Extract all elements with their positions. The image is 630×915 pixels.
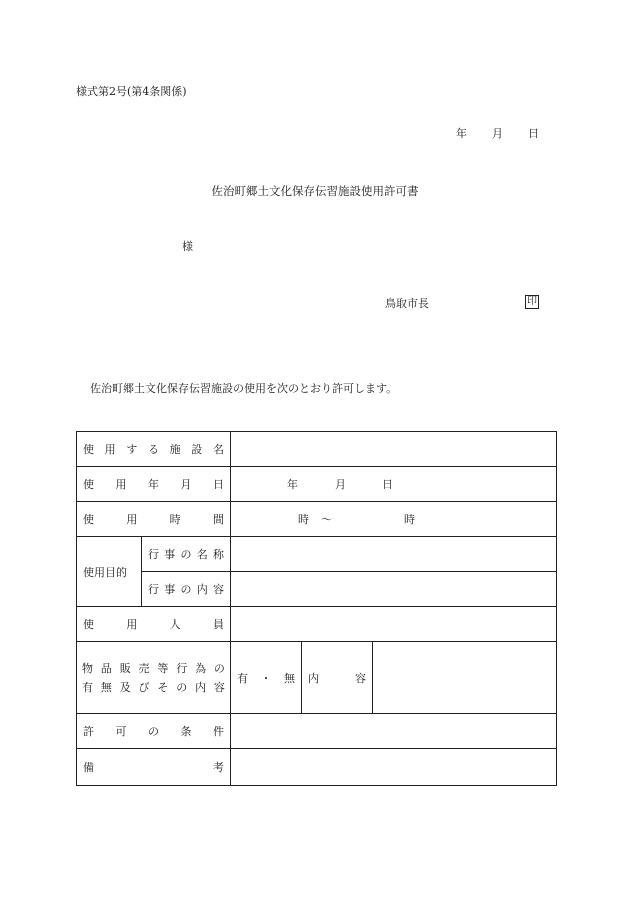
label-char: 用 [115, 478, 127, 491]
label-char: 可 [115, 725, 127, 738]
label-char: 用 [126, 618, 138, 631]
event-name-label [142, 546, 230, 562]
row-event-content [77, 572, 557, 607]
label-char: の [148, 725, 159, 738]
facility-name-value[interactable] [231, 432, 557, 467]
row-usage-time [77, 502, 557, 537]
label-char: の [176, 681, 188, 694]
label-char: の [180, 583, 192, 596]
row-usage-date [77, 467, 557, 502]
permit-table [76, 431, 557, 786]
label-char: 有 [82, 681, 93, 694]
sales-label [77, 660, 230, 695]
personnel-value[interactable] [231, 607, 557, 642]
document-title: 佐治町郷土文化保存伝習施設使用許可書 [211, 184, 419, 198]
event-content-value[interactable] [231, 572, 557, 607]
usage-date-label [77, 476, 230, 492]
event-content-label [142, 581, 230, 597]
personnel-label [77, 616, 230, 632]
start-hour-label: 時 [298, 513, 309, 526]
row-sales [77, 642, 557, 714]
sales-label-line2 [82, 679, 225, 695]
conditions-label [77, 723, 230, 739]
label-char: 人 [169, 618, 181, 631]
sales-yes-no-cell[interactable] [231, 642, 302, 714]
row-remarks [77, 749, 557, 786]
permission-statement: 佐治町郷土文化保存伝習施設の使用を次のとおり許可します。 [90, 382, 398, 395]
usage-day-label: 日 [382, 478, 393, 491]
label-char: 為 [195, 662, 207, 675]
label-char: 用 [104, 443, 116, 456]
label-char: そ [157, 681, 169, 694]
row-conditions [77, 714, 557, 749]
label-char: 内 [308, 671, 319, 685]
label-char: 使 [83, 478, 94, 491]
issuer-name: 鳥取市長 [385, 297, 429, 310]
label-char: 名 [196, 548, 208, 561]
form-number: 様式第2号(第4条関係) [76, 85, 187, 98]
conditions-value[interactable] [231, 714, 557, 749]
label-char: 内 [195, 681, 207, 694]
header-year-label: 年 [456, 127, 467, 140]
label-char: 品 [100, 662, 112, 675]
row-personnel [77, 607, 557, 642]
label-char: 行 [176, 662, 188, 675]
label-char: 許 [83, 725, 94, 738]
header-day-label: 日 [528, 127, 539, 140]
label-char: る [147, 443, 159, 456]
seal-mark: 印 [527, 296, 537, 307]
label-char: 称 [213, 548, 224, 561]
label-char: 間 [212, 513, 224, 526]
purpose-label: 使用目的 [83, 565, 127, 579]
label-char: 売 [138, 662, 150, 675]
label-char: 施 [169, 443, 181, 456]
label-char: 行 [148, 583, 159, 596]
sales-content-value[interactable] [373, 642, 557, 714]
header-month-label: 月 [492, 127, 503, 140]
label-char: 内 [196, 583, 208, 596]
label-char: 備 [83, 761, 94, 774]
label-char: 月 [180, 478, 192, 491]
label-char: 員 [212, 618, 224, 631]
label-char: 日 [213, 478, 224, 491]
remarks-label [77, 759, 230, 775]
usage-time-label [77, 511, 230, 527]
label-char: 条 [180, 725, 192, 738]
label-char: 時 [169, 513, 181, 526]
label-char: 事 [164, 548, 176, 561]
event-name-value[interactable] [231, 537, 557, 572]
sales-dot: ・ [260, 671, 272, 685]
sales-content-label [302, 670, 372, 686]
sales-label-line1 [82, 660, 225, 676]
label-char: 件 [213, 725, 224, 738]
sales-yes-no [231, 670, 301, 686]
sales-yes: 有 [237, 671, 248, 685]
label-char: 容 [213, 681, 225, 694]
label-char: 年 [148, 478, 159, 491]
label-char: 事 [164, 583, 176, 596]
row-event-name [77, 537, 557, 572]
label-char: 販 [119, 662, 131, 675]
label-char: 設 [191, 443, 203, 456]
label-char: 容 [213, 583, 224, 596]
label-char: 名 [212, 443, 224, 456]
end-hour-label: 時 [404, 513, 415, 526]
label-char: 行 [148, 548, 159, 561]
facility-name-label [77, 441, 230, 457]
label-char: 使 [83, 443, 94, 456]
remarks-value[interactable] [231, 749, 557, 786]
label-char: の [180, 548, 192, 561]
label-char: 等 [157, 662, 169, 675]
label-char: 無 [100, 681, 112, 694]
label-char: 使 [83, 513, 94, 526]
label-char: 物 [82, 662, 93, 675]
row-facility-name [77, 432, 557, 467]
time-range-tilde: 〜 [321, 513, 332, 526]
label-char: 考 [213, 761, 224, 774]
label-char: 及 [119, 681, 131, 694]
addressee-suffix: 様 [182, 240, 193, 253]
usage-date-value[interactable] [231, 467, 557, 502]
usage-month-label: 月 [335, 478, 346, 491]
label-char: す [126, 443, 138, 456]
label-char: 容 [355, 671, 366, 685]
label-char: 用 [126, 513, 138, 526]
sales-no: 無 [284, 671, 295, 685]
label-char: の [213, 662, 225, 675]
label-char: 使 [83, 618, 94, 631]
label-char: び [138, 681, 150, 694]
usage-time-value[interactable] [231, 502, 557, 537]
usage-year-label: 年 [287, 478, 298, 491]
